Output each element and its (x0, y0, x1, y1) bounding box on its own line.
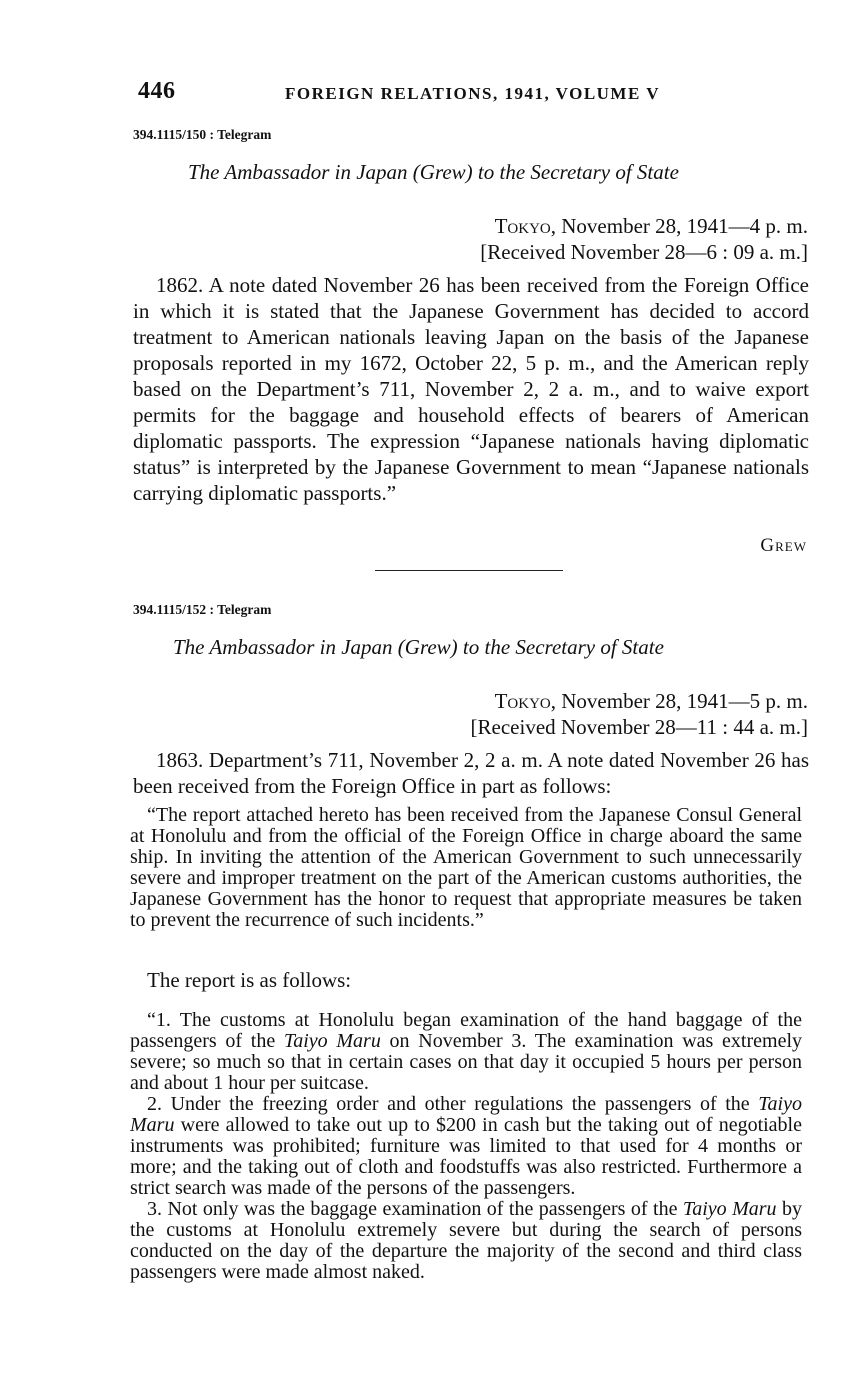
signature-1: Grew (760, 535, 807, 556)
quoted-note (130, 805, 802, 931)
title-1-part-c: ) to the Secretary of State (465, 160, 679, 184)
telegram-body-2 (133, 747, 809, 799)
dateline-1 (480, 213, 808, 265)
title-1-part-a: The Ambassador in Japan ( (188, 160, 420, 184)
report-intro: The report is as follows: (147, 968, 352, 992)
document-title-2 (173, 635, 664, 660)
report-item-1: “1. The customs at Honolulu began examination of the hand baggage of the passengers of the Taiyo Maru on November 3. The examination was extremely severe; so much so that in certain cases on that day it occupied 5 hours per person and about 1 hour per suitcase. (130, 1009, 802, 1094)
title-2-part-c: ) to the Secretary of State (450, 635, 664, 659)
title-1-part-b: Grew (419, 160, 466, 184)
quoted-note-text: “The report attached hereto has been received from the Japanese Consul General at Honolulu and from the official of the Foreign Office in charge aboard the same ship. In inviting the attention of the American Government to such unnecessarily severe and improper treatment on the part of the American customs authorities, the Japanese Government has the honor to request that appropriate measures be taken to prevent the recurrence of such incidents.” (130, 804, 802, 931)
report-item-2: 2. Under the freezing order and other regulations the passengers of the Taiyo Maru were allowed to take out up to $200 in cash but the taking out of negotiable instruments was prohibited; furniture was limited to that used for 4 months or more; and the taking out of cloth and foodstuffs was also restricted. Furthermore a strict search was made of the persons of the passengers. (130, 1093, 802, 1199)
title-2-part-b: Grew (404, 635, 451, 659)
dateline-1-received: [Received November 28—6 : 09 a. m.] (480, 240, 808, 264)
file-number-1: 394.1115/150 : Telegram (133, 127, 272, 142)
dateline-2 (471, 688, 808, 740)
telegram-body-1 (133, 272, 809, 506)
ship-name: Taiyo Maru (682, 1198, 777, 1220)
section-divider (375, 570, 563, 571)
page-number: 446 (138, 78, 176, 104)
running-title: FOREIGN RELATIONS, 1941, VOLUME V (285, 84, 661, 103)
ship-name: Taiyo Maru (130, 1093, 802, 1136)
report-items (130, 1010, 802, 1283)
telegram-body-1-text: 1862. A note dated November 26 has been received from the Foreign Office in which it is stated that the Japanese Government has decided to accord treatment to American nationals leaving Japan on the basis of the Japanese proposals reported in my 1672, October 22, 5 p. m., and the American reply based on the Department’s 711, November 2, 2 a. m., and to waive export permits for the baggage and household effects of bearers of American diplomatic passports. The expression “Japanese nationals having diplomatic status” is interpreted by the Japanese Government to mean “Japanese nationals carrying diplomatic passports.” (133, 273, 809, 505)
file-number-2: 394.1115/152 : Telegram (133, 602, 272, 617)
document-title-1 (188, 160, 679, 185)
ship-name: Taiyo Maru (283, 1030, 381, 1052)
report-item-3: 3. Not only was the baggage examination of the passengers of the Taiyo Maru by the customs at Honolulu extremely severe but during the search of persons conducted on the day of the departure the majority of the second and third class passengers were made almost naked. (130, 1198, 802, 1283)
title-2-part-a: The Ambassador in Japan ( (173, 635, 405, 659)
dateline-1-place: Tokyo (494, 214, 551, 238)
dateline-2-place: Tokyo (494, 689, 551, 713)
dateline-2-date: , November 28, 1941—5 p. m. (550, 689, 808, 713)
dateline-2-received: [Received November 28—11 : 44 a. m.] (470, 715, 808, 739)
telegram-body-2-text: 1863. Department’s 711, November 2, 2 a. m. A note dated November 26 has been received from the Foreign Office in part as follows: (133, 748, 809, 798)
dateline-1-date: , November 28, 1941—4 p. m. (550, 214, 808, 238)
